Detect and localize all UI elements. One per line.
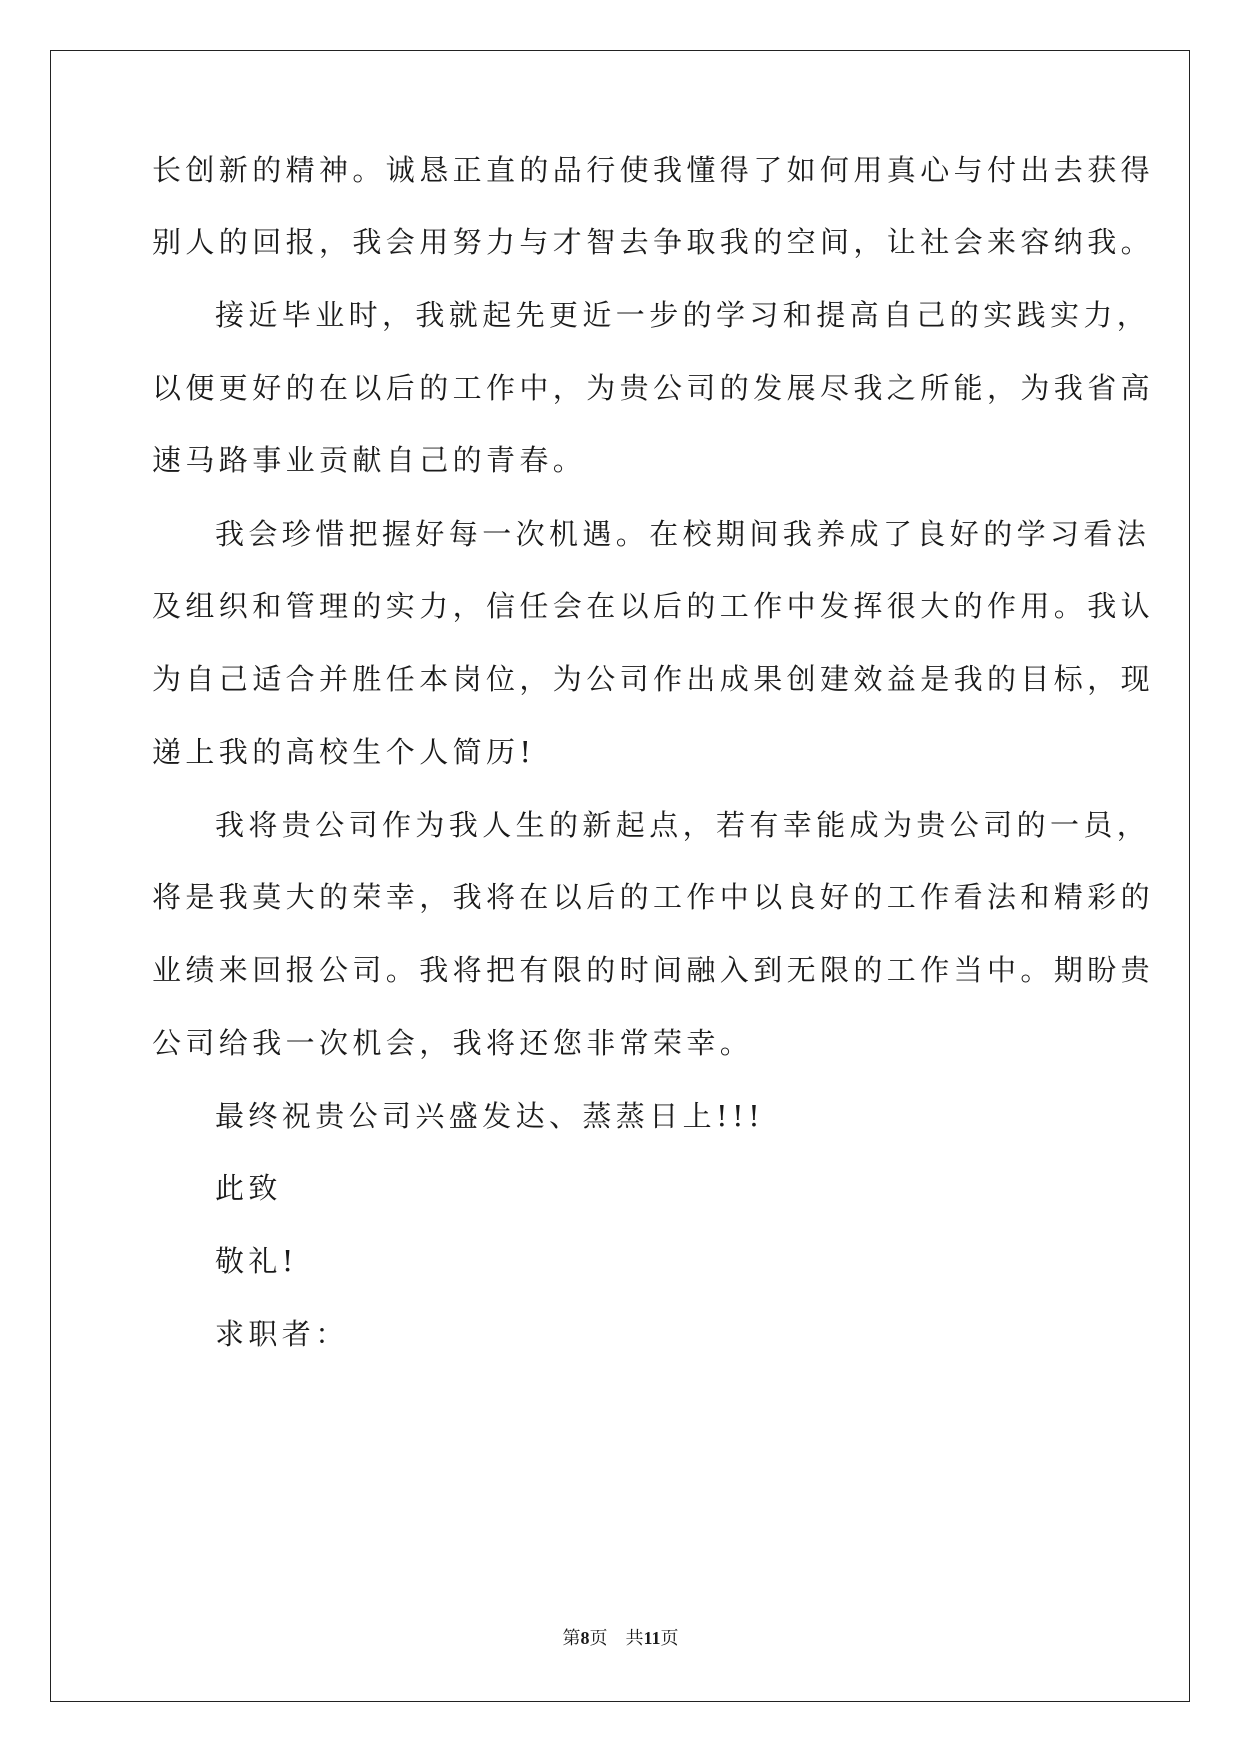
body-line: 将是我莫大的荣幸，我将在以后的工作中以良好的工作看法和精彩的 — [152, 880, 1155, 914]
salutation: 此致 — [215, 1171, 282, 1205]
body-line: 公司给我一次机会，我将还您非常荣幸。 — [152, 1026, 754, 1060]
body-line: 以便更好的在以后的工作中，为贵公司的发展尽我之所能，为我省高 — [152, 371, 1155, 405]
body-line: 及组织和管理的实力，信任会在以后的工作中发挥很大的作用。我认 — [152, 589, 1155, 623]
closing-wish: 最终祝贵公司兴盛发达、蒸蒸日上!!! — [215, 1099, 765, 1133]
page-suffix: 页 — [589, 1628, 608, 1648]
body-line: 接近毕业时，我就起先更近一步的学习和提高自己的实践实力， — [215, 298, 1151, 332]
salutation-regards: 敬礼! — [215, 1244, 298, 1278]
body-line: 速马路事业贡献自己的青春。 — [152, 443, 587, 477]
body-line: 递上我的高校生个人简历! — [152, 735, 536, 769]
body-line: 别人的回报，我会用努力与才智去争取我的空间，让社会来容纳我。 — [152, 225, 1155, 259]
body-line: 我将贵公司作为我人生的新起点，若有幸能成为贵公司的一员， — [215, 808, 1151, 842]
page-number: 8 — [580, 1628, 590, 1648]
page-footer — [0, 1626, 1241, 1650]
body-line: 为自己适合并胜任本岗位，为公司作出成果创建效益是我的目标，现 — [152, 662, 1155, 696]
body-line: 业绩来回报公司。我将把有限的时间融入到无限的工作当中。期盼贵 — [152, 953, 1155, 987]
signature-label: 求职者： — [215, 1317, 349, 1351]
total-pages: 11 — [643, 1628, 661, 1648]
total-prefix: 共 — [625, 1628, 644, 1648]
total-suffix: 页 — [660, 1628, 679, 1648]
body-line: 我会珍惜把握好每一次机遇。在校期间我养成了良好的学习看法 — [215, 517, 1151, 551]
body-line: 长创新的精神。诚恳正直的品行使我懂得了如何用真心与付出去获得 — [152, 153, 1155, 187]
page-prefix: 第 — [562, 1628, 581, 1648]
